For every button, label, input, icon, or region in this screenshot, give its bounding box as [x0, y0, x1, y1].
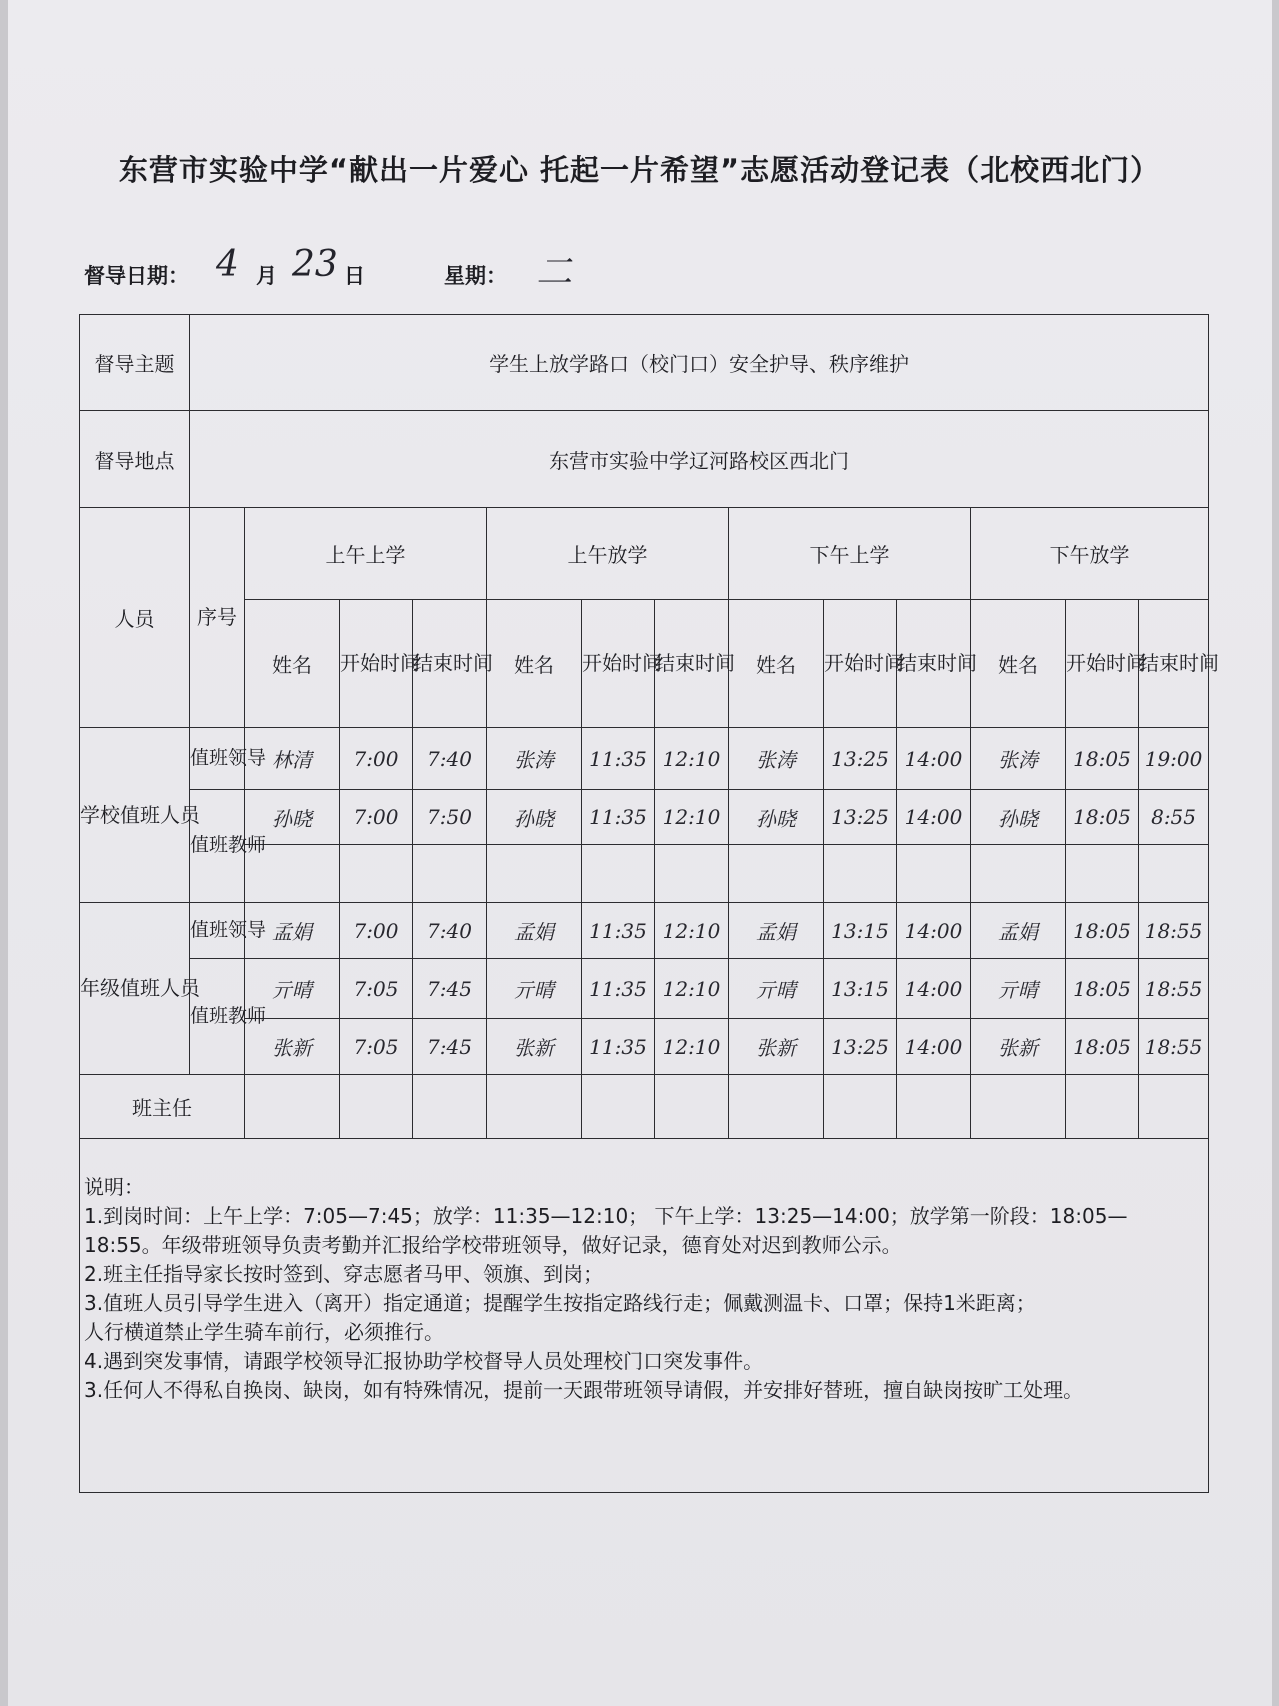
end-time: 14:00 [897, 790, 971, 845]
location-label: 督导地点 [80, 411, 190, 508]
end-time: 18:55 [1139, 903, 1209, 959]
start-time: 18:05 [1066, 959, 1139, 1019]
name-header: 姓名 [487, 600, 582, 728]
signature-name: 张新 [487, 1019, 582, 1075]
start-header: 开始时间 [582, 600, 655, 728]
note-item: 人行横道禁止学生骑车前行，必须推行。 [84, 1320, 444, 1344]
end-time: 12:10 [655, 728, 729, 790]
seq-header: 序号 [190, 508, 245, 728]
date-label: 督导日期： [84, 264, 189, 288]
weekday-handwritten: 二 [536, 252, 573, 293]
school-section-label: 学校值班人员 [80, 728, 190, 903]
start-time: 11:35 [582, 903, 655, 959]
end-time: 7:45 [413, 959, 487, 1019]
end-time: 12:10 [655, 1019, 729, 1075]
signature-name: 孙晓 [729, 790, 824, 845]
day-unit: 日 [344, 264, 365, 288]
end-time: 18:55 [1139, 1019, 1209, 1075]
table-row [80, 790, 1209, 845]
notes-heading: 说明： [84, 1175, 144, 1199]
grade-leader-label: 值班领导 [190, 903, 245, 959]
signature-name: 亓晴 [245, 959, 340, 1019]
period-header-am-arrive: 上午上学 [245, 508, 487, 600]
signature-name: 孙晓 [245, 790, 340, 845]
form-title: 东营市实验中学“献出一片爱心 托起一片希望”志愿活动登记表（北校西北门） [118, 153, 1161, 187]
start-time: 13:15 [824, 959, 897, 1019]
start-header: 开始时间 [824, 600, 897, 728]
end-time: 18:55 [1139, 959, 1209, 1019]
location-value: 东营市实验中学辽河路校区西北门 [190, 411, 1209, 508]
start-time: 11:35 [582, 959, 655, 1019]
start-time: 18:05 [1066, 1019, 1139, 1075]
end-time: 12:10 [655, 959, 729, 1019]
end-time: 14:00 [897, 1019, 971, 1075]
end-time: 14:00 [897, 903, 971, 959]
table-row [80, 903, 1209, 959]
end-time: 14:00 [897, 959, 971, 1019]
signature-name: 张新 [971, 1019, 1066, 1075]
school-teacher-label: 值班教师 [190, 790, 245, 903]
end-time: 19:00 [1139, 728, 1209, 790]
personnel-header: 人员 [80, 508, 190, 728]
signature-name: 孙晓 [487, 790, 582, 845]
start-time: 13:25 [824, 728, 897, 790]
signature-name: 林清 [245, 728, 340, 790]
period-header-pm-arrive: 下午上学 [729, 508, 971, 600]
signature-name: 张涛 [487, 728, 582, 790]
signature-name: 孟娟 [971, 903, 1066, 959]
name-header: 姓名 [971, 600, 1066, 728]
end-time: 14:00 [897, 728, 971, 790]
signature-name: 张涛 [971, 728, 1066, 790]
grade-section-label: 年级值班人员 [80, 903, 190, 1075]
end-header: 结束时间 [1139, 600, 1209, 728]
signature-name: 孟娟 [245, 903, 340, 959]
start-time: 18:05 [1066, 903, 1139, 959]
period-header-am-leave: 上午放学 [487, 508, 729, 600]
note-item: 3.值班人员引导学生进入（离开）指定通道；提醒学生按指定路线行走；佩戴测温卡、口罩；保持1米距离； [84, 1291, 1036, 1315]
notes-section [80, 1139, 1209, 1493]
signature-name: 亓晴 [729, 959, 824, 1019]
day-handwritten: 23 [292, 244, 338, 285]
head-teacher-row [80, 1075, 1209, 1139]
theme-label: 督导主题 [80, 315, 190, 411]
signature-name: 孟娟 [487, 903, 582, 959]
table-row [80, 728, 1209, 790]
period-header-pm-leave: 下午放学 [971, 508, 1209, 600]
name-header: 姓名 [729, 600, 824, 728]
end-time: 12:10 [655, 790, 729, 845]
note-item: 4.遇到突发事情，请跟学校领导汇报协助学校督导人员处理校门口突发事件。 [84, 1349, 764, 1373]
end-time: 7:45 [413, 1019, 487, 1075]
start-time: 7:05 [340, 1019, 413, 1075]
end-header: 结束时间 [413, 600, 487, 728]
signature-name: 孙晓 [971, 790, 1066, 845]
end-time: 7:40 [413, 903, 487, 959]
month-unit: 月 [256, 264, 277, 288]
start-time: 7:00 [340, 903, 413, 959]
column-header-row [80, 600, 1209, 728]
school-leader-label: 值班领导 [190, 728, 245, 790]
end-time: 7:40 [413, 728, 487, 790]
start-time: 18:05 [1066, 728, 1139, 790]
start-header: 开始时间 [1066, 600, 1139, 728]
start-time: 7:05 [340, 959, 413, 1019]
signature-name: 亓晴 [487, 959, 582, 1019]
start-time: 13:25 [824, 790, 897, 845]
start-time: 13:15 [824, 903, 897, 959]
start-time: 13:25 [824, 1019, 897, 1075]
signature-name: 孟娟 [729, 903, 824, 959]
month-handwritten: 4 [216, 244, 239, 285]
end-time: 7:50 [413, 790, 487, 845]
theme-value: 学生上放学路口（校门口）安全护导、秩序维护 [190, 315, 1209, 411]
start-time: 11:35 [582, 790, 655, 845]
signature-name: 张涛 [729, 728, 824, 790]
name-header: 姓名 [245, 600, 340, 728]
weekday-label: 星期： [444, 264, 507, 288]
end-time: 12:10 [655, 903, 729, 959]
start-time: 11:35 [582, 728, 655, 790]
date-line [84, 242, 784, 292]
end-time: 8:55 [1139, 790, 1209, 845]
start-time: 11:35 [582, 1019, 655, 1075]
start-time: 18:05 [1066, 790, 1139, 845]
note-item: 3.任何人不得私自换岗、缺岗，如有特殊情况，提前一天跟带班领导请假，并安排好替班，擅自缺岗按旷工处理。 [84, 1378, 1084, 1402]
signature-name: 亓晴 [971, 959, 1066, 1019]
note-item: 2.班主任指导家长按时签到、穿志愿者马甲、领旗、到岗； [84, 1262, 604, 1286]
note-item: 1.到岗时间：上午上学：7:05—7:45；放学：11:35—12:10； 下午上学：13:25—14:00；放学第一阶段：18:05—18:55。年级带班领导负责考勤并汇报给学校带班领导，做好记录，德育处对迟到教师公示。 [84, 1204, 1128, 1257]
end-header: 结束时间 [655, 600, 729, 728]
head-teacher-label: 班主任 [80, 1075, 245, 1139]
signature-name: 张新 [245, 1019, 340, 1075]
grade-teacher-label: 值班教师 [190, 959, 245, 1075]
end-header: 结束时间 [897, 600, 971, 728]
registration-table [79, 314, 1219, 1493]
table-row [80, 959, 1209, 1019]
start-time: 7:00 [340, 790, 413, 845]
start-header: 开始时间 [340, 600, 413, 728]
signature-name: 张新 [729, 1019, 824, 1075]
start-time: 7:00 [340, 728, 413, 790]
